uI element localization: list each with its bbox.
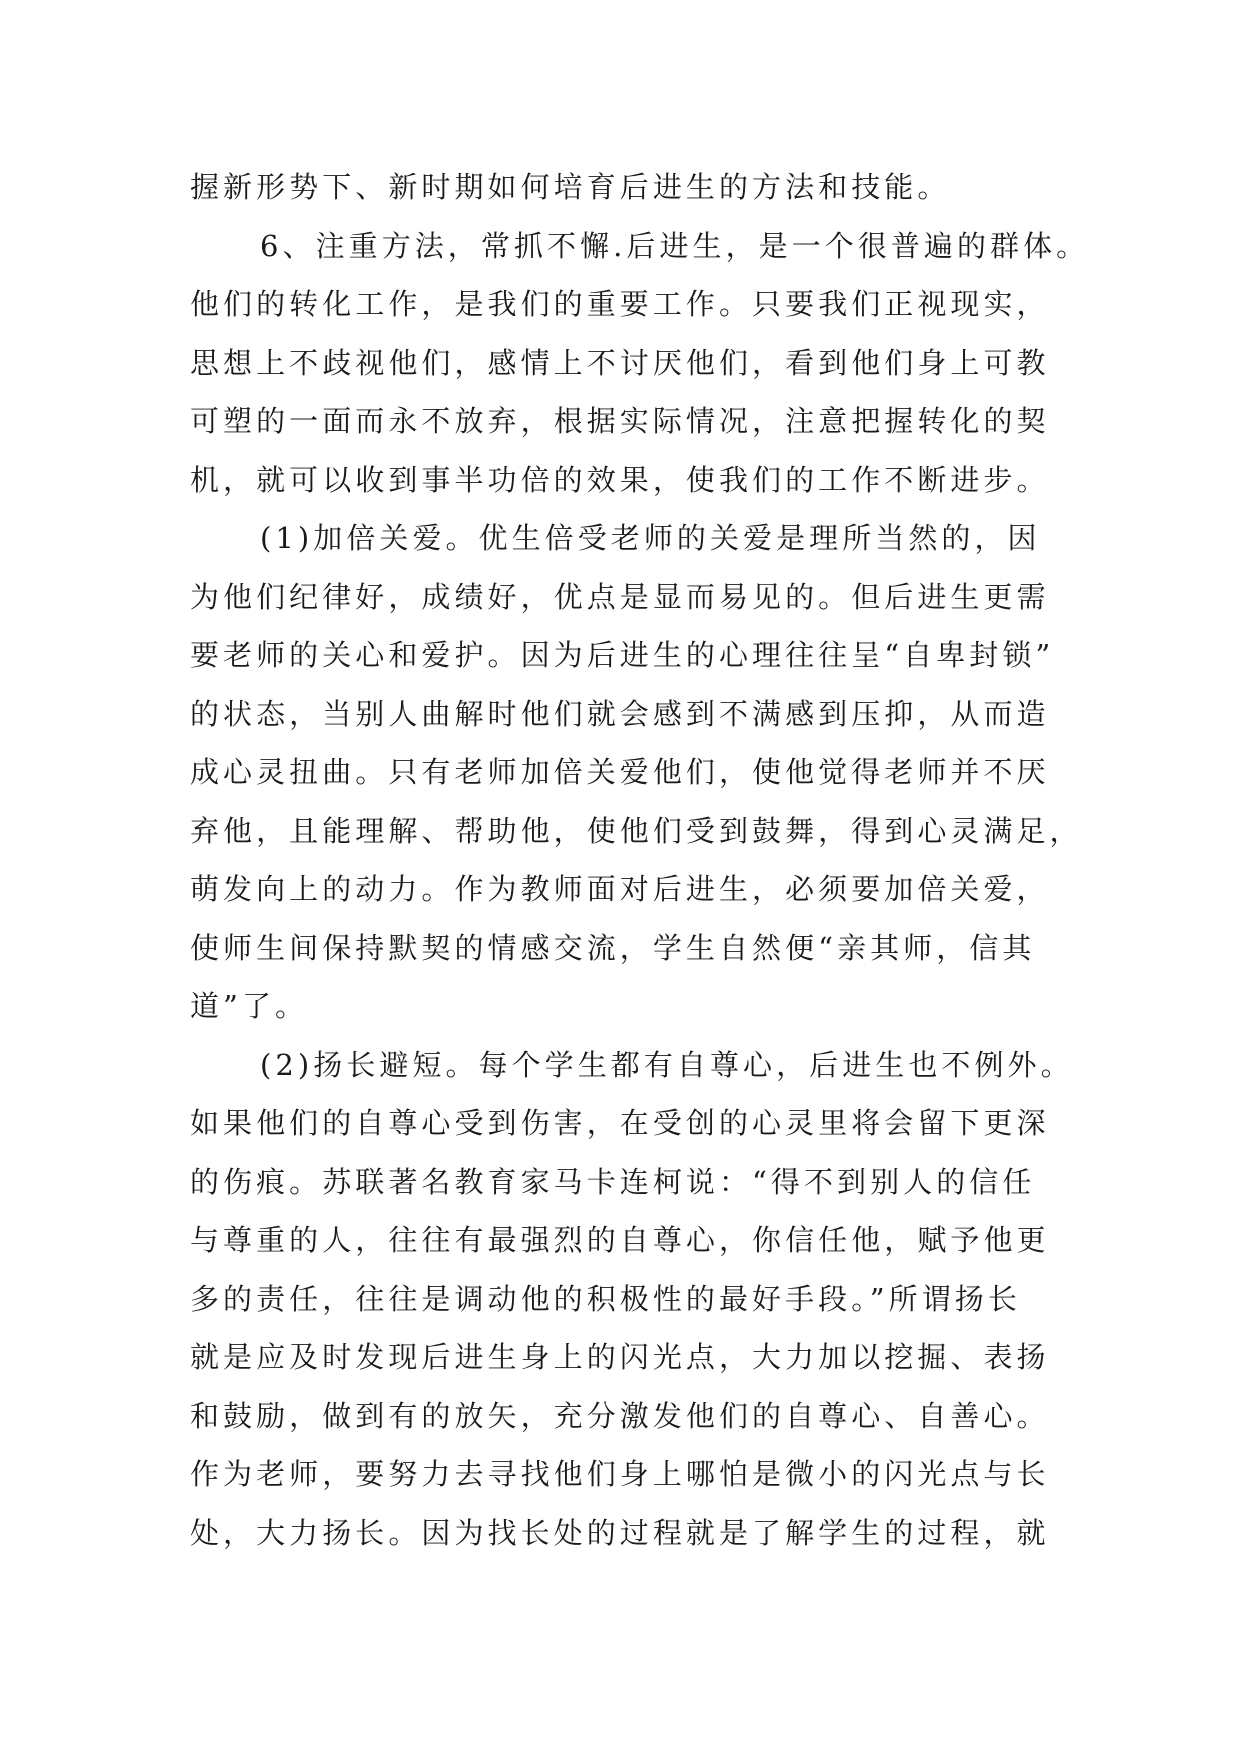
text-line: 作为老师，要努力去寻找他们身上哪怕是微小的闪光点与长 <box>190 1457 1050 1491</box>
text-line: 他们的转化工作，是我们的重要工作。只要我们正视现实， <box>190 287 1050 321</box>
text-line: 弃他，且能理解、帮助他，使他们受到鼓舞，得到心灵满足， <box>190 813 1083 848</box>
text-line: 要老师的关心和爱护。因为后进生的心理往往呈“自卑封锁” <box>190 638 1055 672</box>
text-line: 和鼓励，做到有的放矢，充分激发他们的自尊心、自善心。 <box>190 1398 1050 1433</box>
text-line: 如果他们的自尊心受到伤害，在受创的心灵里将会留下更深 <box>190 1106 1050 1140</box>
text-line: 与尊重的人，往往有最强烈的自尊心，你信任他，赋予他更 <box>190 1223 1050 1257</box>
text-line: 可塑的一面而永不放弃，根据实际情况，注意把握转化的契 <box>190 404 1050 438</box>
body-text <box>190 158 1090 1562</box>
text-line: 就是应及时发现后进生身上的闪光点，大力加以挖掘、表扬 <box>190 1340 1050 1374</box>
text-line: 思想上不歧视他们，感情上不讨厌他们，看到他们身上可教 <box>190 345 1050 380</box>
text-line: 的伤痕。苏联著名教育家马卡连柯说：“得不到别人的信任 <box>190 1164 1036 1199</box>
text-line: 的状态，当别人曲解时他们就会感到不满感到压抑，从而造 <box>190 696 1050 731</box>
text-line: 使师生间保持默契的情感交流，学生自然便“亲其师，信其 <box>190 930 1036 965</box>
text-line: 萌发向上的动力。作为教师面对后进生，必须要加倍关爱， <box>190 872 1050 906</box>
text-line: 道”了。 <box>190 989 309 1023</box>
paragraph-start-line: (2)扬长避短。每个学生都有自尊心，后进生也不例外。 <box>260 1047 1074 1082</box>
text-line: 处，大力扬长。因为找长处的过程就是了解学生的过程，就 <box>190 1515 1050 1550</box>
paragraph-start-line: (1)加倍关爱。优生倍受老师的关爱是理所当然的，因 <box>260 521 1041 555</box>
text-line: 成心灵扭曲。只有老师加倍关爱他们，使他觉得老师并不厌 <box>190 755 1050 789</box>
text-line: 为他们纪律好，成绩好，优点是显而易见的。但后进生更需 <box>190 579 1050 614</box>
text-line: 多的责任，往往是调动他的积极性的最好手段。”所谓扬长 <box>190 1281 1021 1316</box>
text-line: 握新形势下、新时期如何培育后进生的方法和技能。 <box>190 170 951 204</box>
paragraph-start-line: 6、注重方法，常抓不懈.后进生，是一个很普遍的群体。 <box>260 228 1090 263</box>
text-line: 机，就可以收到事半功倍的效果，使我们的工作不断进步。 <box>190 462 1050 497</box>
